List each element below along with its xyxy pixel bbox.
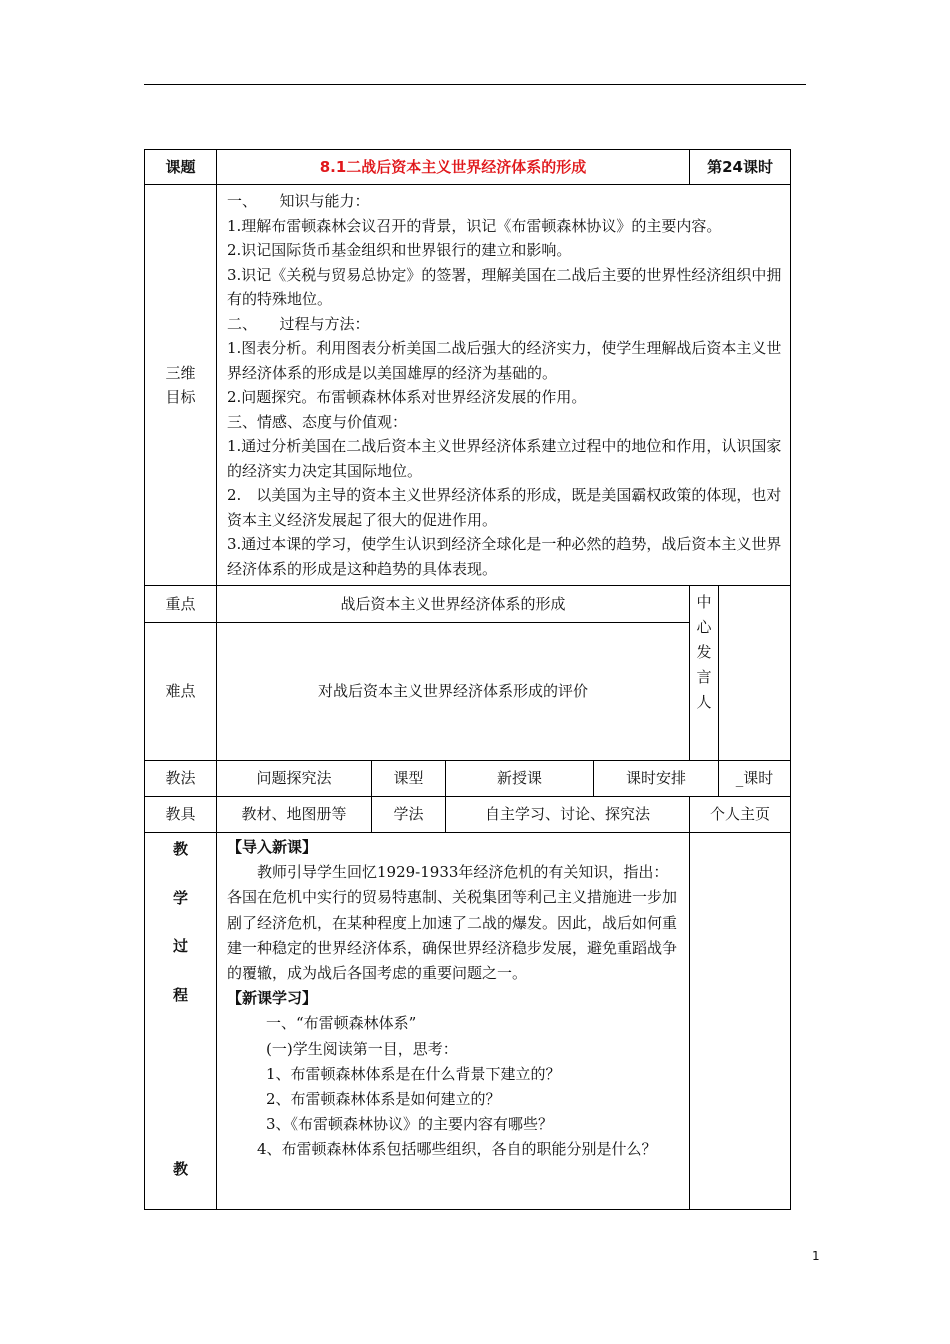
personal-notes-field[interactable] — [690, 833, 791, 1210]
tools-value: 教材、地图册等 — [217, 797, 372, 833]
question-item: 4、布雷顿森林体系包括哪些组织，各自的职能分别是什么？ — [257, 1140, 657, 1159]
speaker-field[interactable] — [719, 586, 791, 761]
goal-line: 2. 以美国为主导的资本主义世界经济体系的形成，既是美国霸权政策的体现，也对资本主义经济发展起了很大的促进作用。 — [227, 486, 782, 529]
intro-heading: 【导入新课】 — [227, 838, 318, 856]
goal-line: 2.问题探究。布雷顿森林体系对世界经济发展的作用。 — [227, 388, 587, 406]
speaker-label: 中 心 发 言 人 — [690, 586, 719, 761]
question-item: 3、《布雷顿森林协议》的主要内容有哪些？ — [266, 1115, 554, 1134]
tools-label: 教具 — [145, 797, 217, 833]
lesson-number: 第24课时 — [690, 150, 791, 185]
question-item: 2、布雷顿森林体系是如何建立的？ — [266, 1090, 501, 1109]
goals-content — [217, 185, 791, 586]
process-label: 教 学 过 程 教 — [145, 833, 217, 1210]
goal-line: 一、 知识与能力： — [227, 192, 370, 210]
goal-line: 1.理解布雷顿森林会议召开的背景，识记《布雷顿森林协议》的主要内容。 — [227, 216, 722, 235]
new-lesson-heading: 【新课学习】 — [227, 989, 318, 1008]
study-value: 自主学习、讨论、探究法 — [446, 797, 690, 833]
goal-line: 1.通过分析美国在二战后资本主义世界经济体系建立过程中的地位和作用，认识国家的经济实力决定其国际地位。 — [227, 437, 782, 480]
header-rule — [144, 84, 806, 85]
method-value: 问题探究法 — [217, 761, 372, 797]
schedule-label: 课时安排 — [594, 761, 719, 797]
focus-text: 战后资本主义世界经济体系的形成 — [217, 586, 690, 623]
study-label: 学法 — [372, 797, 446, 833]
subsection-heading: (一)学生阅读第一目，思考： — [266, 1039, 458, 1058]
goal-line: 2.识记国际货币基金组织和世界银行的建立和影响。 — [227, 241, 572, 259]
focus-label: 重点 — [145, 586, 217, 623]
section-heading: 一、“布雷顿森林体系” — [266, 1014, 417, 1033]
goal-line: 二、 过程与方法： — [227, 314, 370, 333]
difficulty-text: 对战后资本主义世界经济体系形成的评价 — [217, 623, 690, 761]
goal-line: 三、情感、态度与价值观： — [227, 412, 408, 431]
goal-line: 3.识记《关税与贸易总协定》的签署，理解美国在二战后主要的世界性经济组织中拥有的特殊地位。 — [227, 265, 782, 308]
page-number: 1 — [812, 1249, 820, 1263]
type-value: 新授课 — [446, 761, 594, 797]
difficulty-label: 难点 — [145, 623, 217, 761]
goal-line: 1.图表分析。利用图表分析美国二战后强大的经济实力，使学生理解战后资本主义世界经济体系的形成是以美国雄厚的经济为基础的。 — [227, 339, 782, 382]
goals-label: 三维 目标 — [145, 185, 217, 586]
goal-line: 3.通过本课的学习，使学生认识到经济全球化是一种必然的趋势，战后资本主义世界经济体系的形成是这种趋势的具体表现。 — [227, 535, 782, 578]
method-label: 教法 — [145, 761, 217, 797]
type-label: 课型 — [372, 761, 446, 797]
question-item: 1、布雷顿森林体系是在什么背景下建立的？ — [266, 1064, 561, 1083]
schedule-value: _课时 — [719, 761, 791, 797]
intro-text: 教师引导学生回忆1929-1933年经济危机的有关知识，指出：各国在危机中实行的贸易特惠制、关税集团等利己主义措施进一步加剧了经济危机，在某种程度上加速了二战的爆发。因此，战后如何重建一种稳定的世界经济体系，确保世界经济稳步发展，避免重蹈战争的覆辙，成为战后各国考虑的重要问题之一。 — [227, 863, 678, 983]
lesson-title: 8.1二战后资本主义世界经济体系的形成 — [217, 150, 690, 185]
process-content — [217, 833, 690, 1210]
subject-label: 课题 — [145, 150, 217, 185]
lesson-plan-table — [144, 149, 791, 1210]
personal-page-label: 个人主页 — [690, 797, 791, 833]
